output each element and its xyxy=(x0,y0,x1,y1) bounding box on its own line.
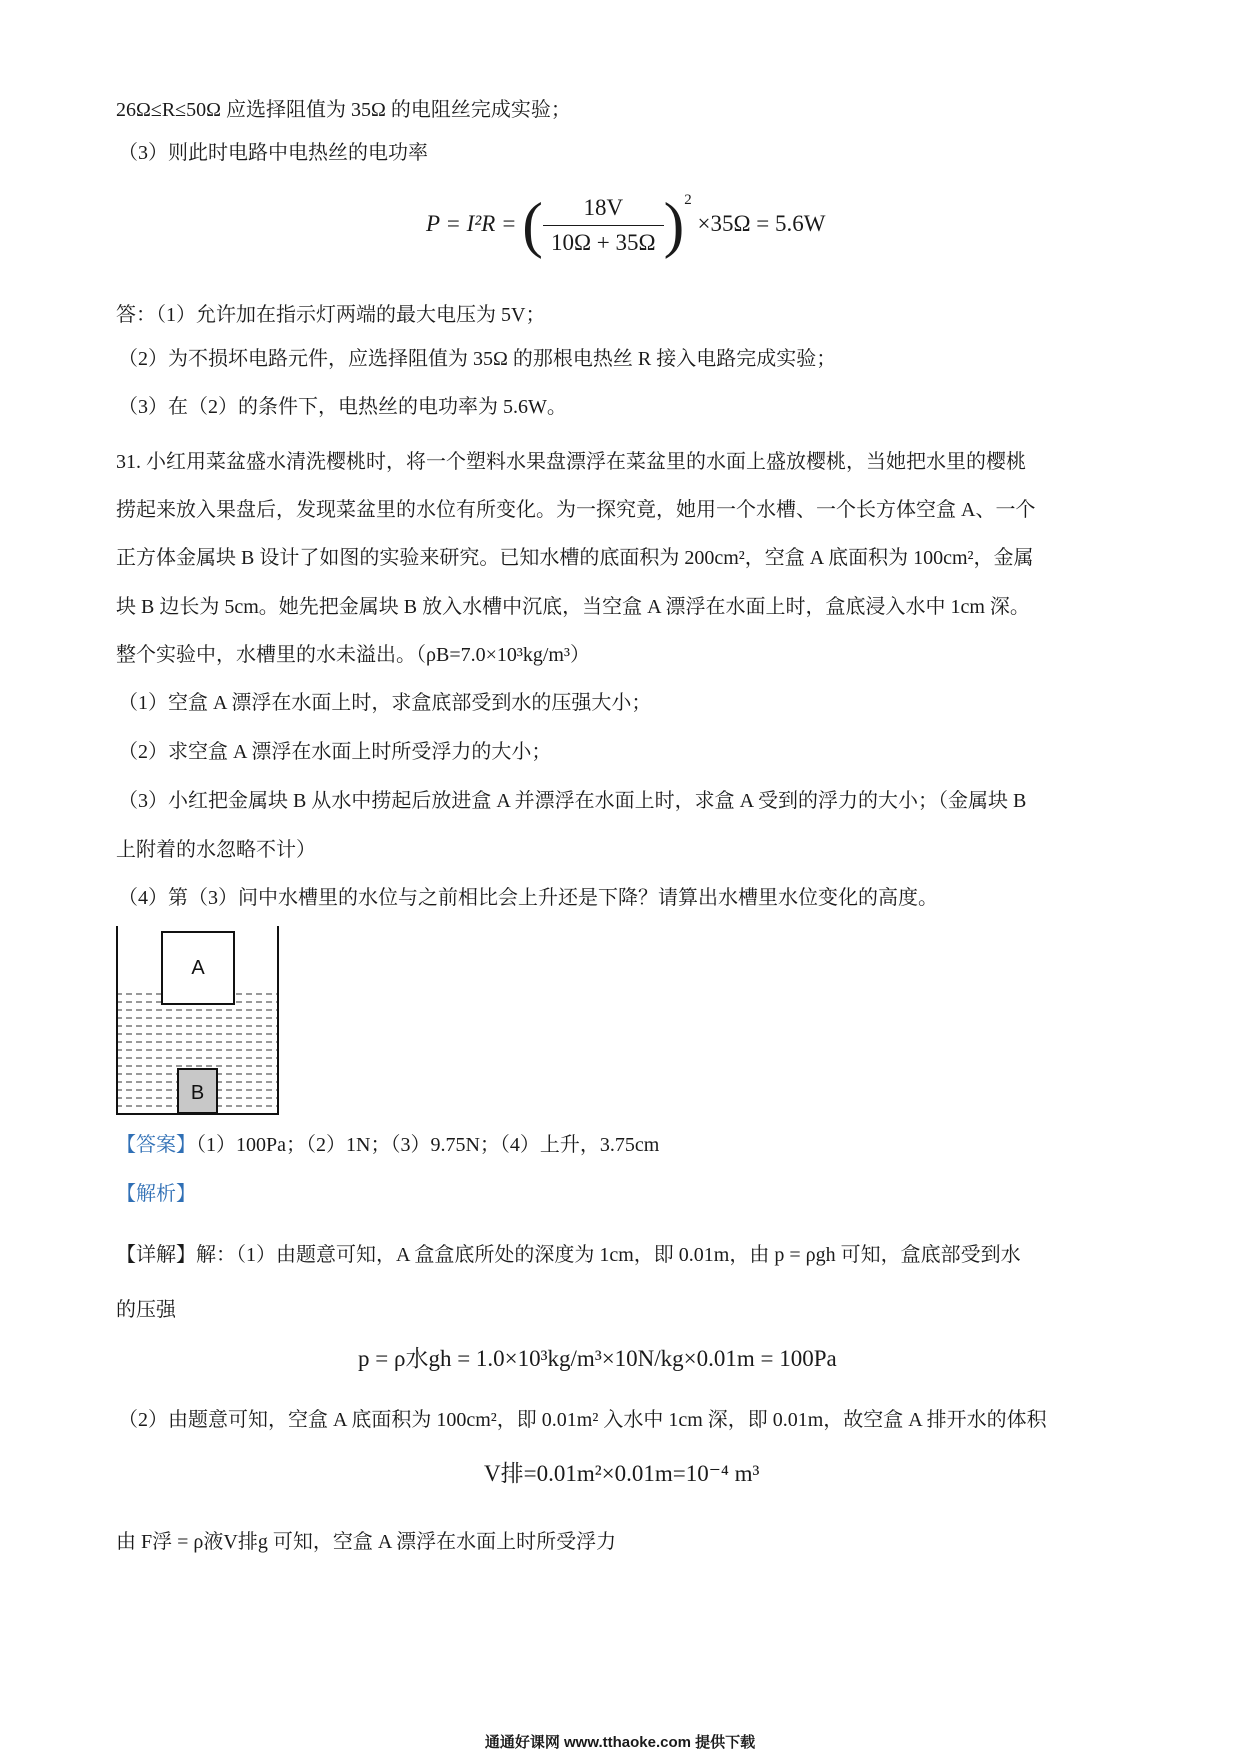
answer-tag: 【答案】 xyxy=(116,1134,196,1156)
fraction-denominator: 10Ω + 35Ω xyxy=(550,230,656,255)
detail-line: 的压强 xyxy=(116,1299,176,1321)
question-line: 整个实验中，水槽里的水未溢出。（ρB=7.0×10³kg/m³） xyxy=(116,644,590,666)
box-a-label: A xyxy=(191,957,205,979)
pressure-equation: p = ρ水gh = 1.0×10³kg/m³×10N/kg×0.01m = 100Pa xyxy=(358,1346,837,1371)
subquestion-1: （1）空盒 A 漂浮在水面上时，求盒底部受到水的压强大小； xyxy=(118,692,652,714)
answer-text: （1）100Pa；（2）1N；（3）9.75N；（4）上升，3.75cm xyxy=(196,1134,660,1156)
question-line: 捞起来放入果盘后，发现菜盆里的水位有所变化。为一探究竟，她用一个水槽、一个长方体空盒 A、一个 xyxy=(116,499,1036,521)
exponent: 2 xyxy=(684,192,692,209)
subquestion-2: （2）求空盒 A 漂浮在水面上时所受浮力的大小； xyxy=(118,741,552,763)
tank-figure xyxy=(115,926,280,1115)
subquestion-3-cont: 上附着的水忽略不计） xyxy=(116,839,316,861)
fraction-numerator: 18V xyxy=(543,193,664,226)
eq-lhs: P = I²R = xyxy=(426,210,517,236)
detail-line: （2）由题意可知，空盒 A 底面积为 100cm²，即 0.01m² 入水中 1cm 深，即 0.01m，故空盒 A 排开水的体积 xyxy=(118,1409,1047,1431)
detail-line: 由 F浮 = ρ液V排g 可知，空盒 A 漂浮在水面上时所受浮力 xyxy=(116,1531,617,1553)
answer-line xyxy=(116,1131,659,1159)
detail-line: 【详解】解：（1）由题意可知，A 盒盒底所处的深度为 1cm，即 0.01m，由 p = ρgh 可知，盒底部受到水 xyxy=(116,1244,1021,1266)
text-line: 答：（1）允许加在指示灯两端的最大电压为 5V； xyxy=(116,304,546,326)
question-line: 正方体金属块 B 设计了如图的实验来研究。已知水槽的底面积为 200cm²，空盒 A 底面积为 100cm²，金属 xyxy=(116,547,1034,569)
block-b-label: B xyxy=(190,1082,205,1104)
power-equation xyxy=(426,193,825,258)
text-line: （3）则此时电路中电热丝的电功率 xyxy=(118,142,428,164)
subquestion-4: （4）第（3）问中水槽里的水位与之前相比会上升还是下降？请算出水槽里水位变化的高度。 xyxy=(118,887,938,909)
question-line: 31. 小红用菜盆盛水清洗樱桃时，将一个塑料水果盘漂浮在菜盆里的水面上盛放樱桃，当她把水里的樱桃 xyxy=(116,451,1026,473)
analysis-tag: 【解析】 xyxy=(116,1183,196,1205)
page-footer: 通通好课网 www.tthaoke.com 提供下载 xyxy=(484,1734,756,1751)
text-line: 26Ω≤R≤50Ω 应选择阻值为 35Ω 的电阻丝完成实验； xyxy=(116,99,571,121)
fraction xyxy=(543,193,664,258)
volume-equation: V排=0.01m²×0.01m=10⁻⁴ m³ xyxy=(484,1461,760,1486)
text-line: （3）在（2）的条件下，电热丝的电功率为 5.6W。 xyxy=(118,396,567,418)
eq-rhs: ×35Ω = 5.6W xyxy=(697,210,826,236)
text-line: （2）为不损坏电路元件，应选择阻值为 35Ω 的那根电热丝 R 接入电路完成实验； xyxy=(118,348,837,370)
right-paren: ) xyxy=(663,191,685,260)
question-line: 块 B 边长为 5cm。她先把金属块 B 放入水槽中沉底，当空盒 A 漂浮在水面上时，盒底浸入水中 1cm 深。 xyxy=(116,596,1030,618)
subquestion-3: （3）小红把金属块 B 从水中捞起后放进盒 A 并漂浮在水面上时，求盒 A 受到的浮力的大小；（金属块 B xyxy=(118,790,1027,812)
left-paren: ( xyxy=(522,191,543,260)
